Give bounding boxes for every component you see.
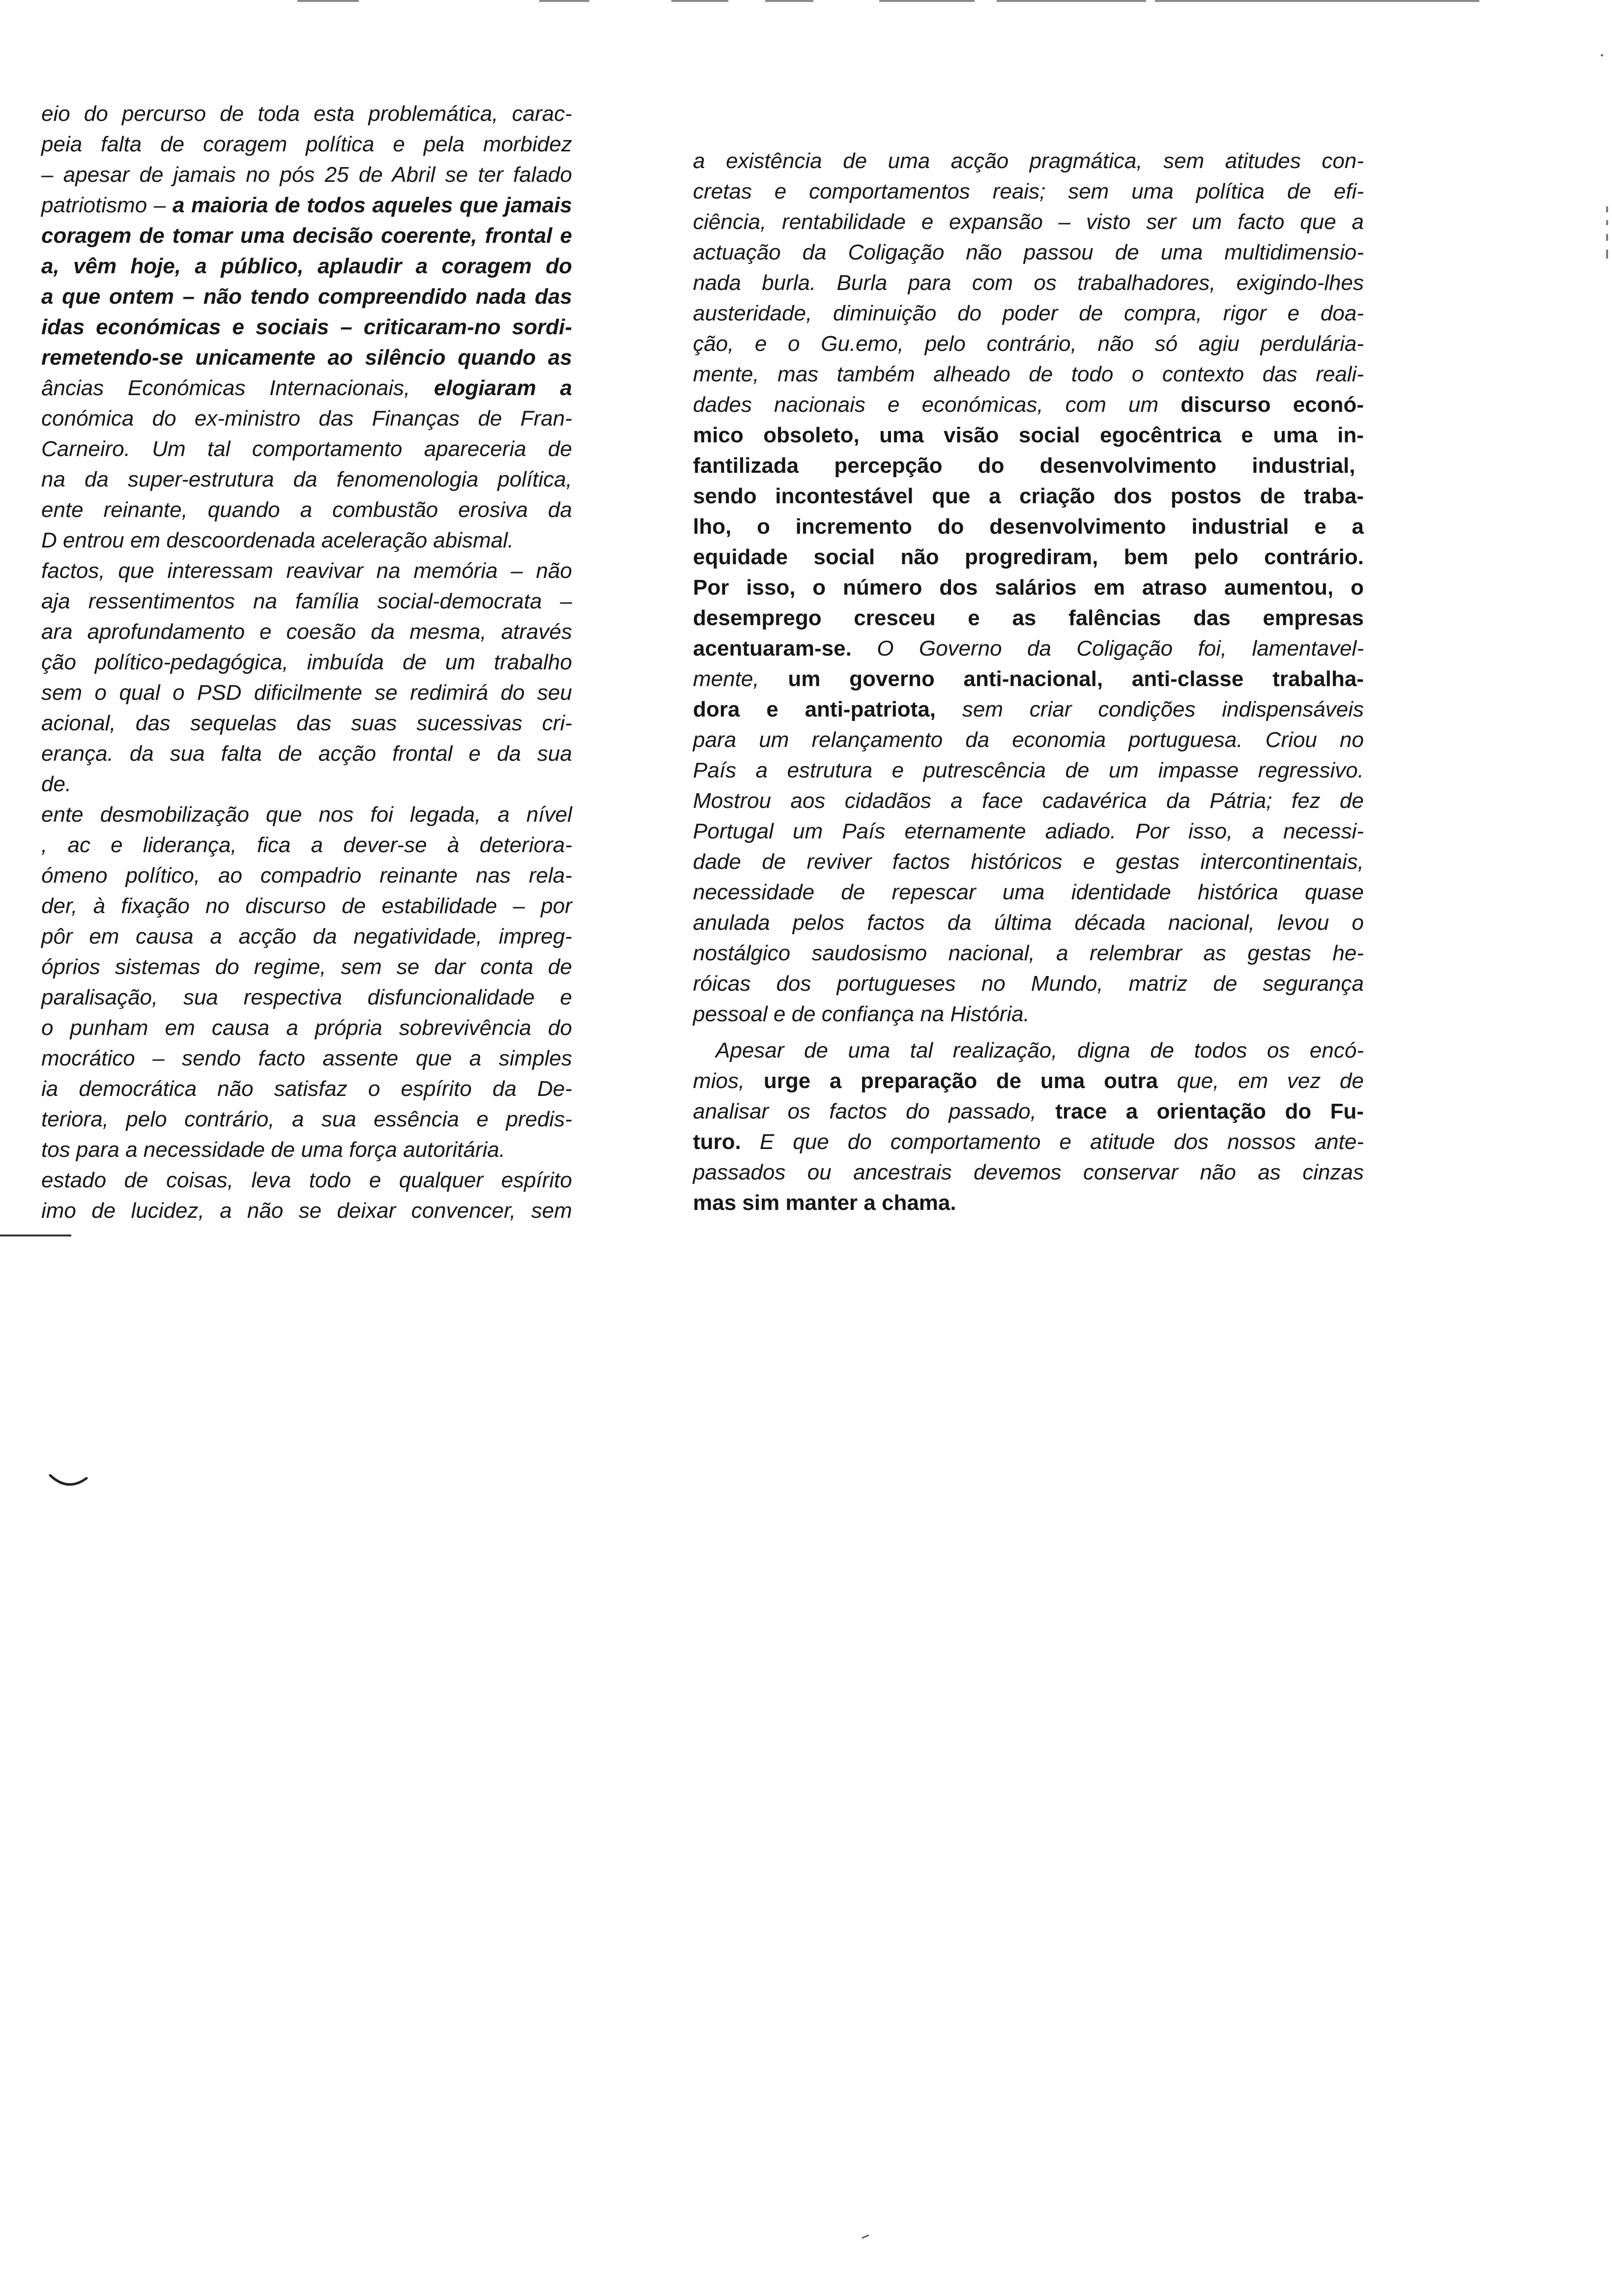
line-text bbox=[41, 254, 572, 278]
scan-edge-mark bbox=[1155, 0, 1479, 2]
text-line bbox=[41, 769, 572, 800]
text-line bbox=[41, 129, 572, 160]
text-segment: o punham em causa a própria sobrevivência do bbox=[41, 1016, 572, 1040]
line-text bbox=[693, 301, 1364, 325]
text-line bbox=[41, 1074, 572, 1104]
line-text bbox=[41, 803, 572, 827]
scan-edge-mark bbox=[539, 0, 589, 2]
text-line bbox=[41, 1043, 572, 1074]
text-segment: um governo anti-nacional, anti-classe trabalha- bbox=[788, 667, 1364, 691]
text-line bbox=[693, 786, 1364, 816]
text-segment: anulada pelos factos da última década nacional, levou o bbox=[693, 911, 1364, 935]
line-text bbox=[693, 149, 1364, 173]
text-line bbox=[41, 525, 572, 556]
line-text bbox=[693, 515, 1364, 539]
text-segment: sem criar condições indispensáveis bbox=[936, 697, 1364, 721]
text-line bbox=[693, 359, 1364, 390]
text-line bbox=[41, 708, 572, 739]
line-text bbox=[693, 972, 1364, 996]
line-text bbox=[41, 132, 572, 156]
text-segment: óprios sistemas do regime, sem se dar conta de bbox=[41, 955, 572, 979]
text-line bbox=[693, 1127, 1364, 1157]
text-segment: ómeno político, ao compadrio reinante nas rela- bbox=[41, 863, 572, 888]
line-text bbox=[693, 240, 1364, 264]
text-segment: pôr em causa a acção da negatividade, impreg- bbox=[41, 924, 572, 948]
line-text bbox=[41, 1107, 572, 1131]
text-segment: patriotismo – bbox=[41, 193, 173, 217]
text-segment: a existência de uma acção pragmática, sem atitudes con- bbox=[693, 149, 1364, 173]
text-line bbox=[693, 420, 1364, 451]
line-text bbox=[693, 393, 1364, 417]
line-text bbox=[693, 484, 1364, 508]
text-line bbox=[41, 586, 572, 617]
text-segment: ciência, rentabilidade e expansão – visto ser um facto que a bbox=[693, 210, 1364, 234]
text-line bbox=[41, 800, 572, 830]
line-text bbox=[41, 1168, 572, 1192]
line-text bbox=[41, 620, 572, 644]
scan-edge-mark bbox=[879, 0, 975, 2]
paragraph bbox=[693, 146, 1364, 1030]
text-segment: mios, bbox=[693, 1069, 764, 1093]
text-segment: róicas dos portugueses no Mundo, matriz de segurança bbox=[693, 972, 1364, 996]
left-column bbox=[41, 99, 572, 1226]
text-line bbox=[693, 1188, 1364, 1218]
text-segment: tos para a necessidade de uma força autoritária. bbox=[41, 1138, 506, 1162]
text-line bbox=[693, 268, 1364, 298]
text-line bbox=[41, 190, 572, 221]
line-text bbox=[41, 1016, 572, 1040]
line-text bbox=[693, 1002, 1030, 1026]
text-line bbox=[693, 1066, 1364, 1096]
text-line bbox=[41, 434, 572, 464]
text-segment: O Governo da Coligação foi, lamentavel- bbox=[851, 636, 1364, 660]
text-segment: trace a orientação do Fu- bbox=[1055, 1099, 1364, 1123]
text-line bbox=[693, 725, 1364, 755]
text-segment: necessidade de repescar uma identidade histórica quase bbox=[693, 880, 1364, 904]
text-line bbox=[41, 1104, 572, 1135]
line-text bbox=[41, 681, 572, 705]
text-line bbox=[41, 343, 572, 373]
text-segment: der, à fixação no discurso de estabilidade – por bbox=[41, 894, 572, 918]
line-text bbox=[693, 758, 1364, 782]
text-line bbox=[41, 678, 572, 708]
text-line bbox=[41, 312, 572, 343]
column-end-rule bbox=[0, 1234, 71, 1236]
line-text bbox=[41, 985, 572, 1009]
text-line bbox=[41, 952, 572, 982]
text-line bbox=[41, 1135, 572, 1165]
text-segment: actuação da Coligação não passou de uma multidimensio- bbox=[693, 240, 1364, 264]
line-text bbox=[693, 179, 1364, 203]
text-line bbox=[41, 403, 572, 434]
text-line bbox=[41, 1165, 572, 1196]
text-segment: coragem de tomar uma decisão coerente, frontal e bbox=[41, 224, 572, 248]
line-text bbox=[693, 362, 1364, 386]
line-text bbox=[693, 636, 1364, 660]
text-segment: desemprego cresceu e as falências das empresas bbox=[693, 606, 1364, 630]
text-segment: Por isso, o número dos salários em atraso aumentou, o bbox=[693, 575, 1364, 600]
text-segment: Portugal um País eternamente adiado. Por isso, a necessi- bbox=[693, 819, 1364, 843]
text-segment: Carneiro. Um tal comportamento apareceria de bbox=[41, 437, 572, 461]
line-text bbox=[41, 955, 572, 979]
text-line bbox=[41, 251, 572, 282]
text-segment: acentuaram-se. bbox=[693, 636, 852, 660]
text-line bbox=[41, 982, 572, 1013]
text-segment: elogiaram a bbox=[434, 376, 572, 400]
text-segment: acional, das sequelas das suas sucessivas cri- bbox=[41, 711, 572, 735]
scan-edge-mark bbox=[297, 0, 359, 2]
text-segment: nada burla. Burla para com os trabalhadores, exigindo-lhes bbox=[693, 271, 1364, 295]
line-text bbox=[41, 742, 572, 766]
line-text bbox=[41, 437, 572, 461]
text-segment: turo. bbox=[693, 1130, 741, 1154]
text-segment: mas sim manter a chama. bbox=[693, 1191, 956, 1215]
text-segment: âncias Económicas Internacionais, bbox=[41, 376, 434, 400]
scan-edge-mark bbox=[1606, 234, 1608, 241]
text-segment: analisar os factos do passado, bbox=[693, 1099, 1056, 1123]
line-text bbox=[693, 423, 1364, 447]
line-text bbox=[41, 863, 572, 888]
text-segment: passados ou ancestrais devemos conservar não as cinzas bbox=[693, 1160, 1364, 1184]
text-line bbox=[693, 877, 1364, 908]
line-text bbox=[693, 210, 1364, 234]
text-segment: Apesar de uma tal realização, digna de todos os encó- bbox=[716, 1038, 1364, 1062]
line-text bbox=[693, 880, 1364, 904]
text-segment: dades nacionais e económicas, com um bbox=[693, 393, 1181, 417]
text-line bbox=[41, 647, 572, 678]
scan-edge-mark bbox=[1606, 220, 1608, 225]
text-line bbox=[693, 512, 1364, 542]
text-segment: equidade social não progrediram, bem pelo contrário. bbox=[693, 545, 1364, 569]
text-line bbox=[693, 298, 1364, 329]
text-segment: mente, mas também alheado de todo o contexto das reali- bbox=[693, 362, 1364, 386]
line-text bbox=[693, 454, 1355, 478]
text-segment: a que ontem – não tendo compreendido nada das bbox=[41, 285, 572, 309]
line-text bbox=[41, 102, 572, 126]
line-text bbox=[693, 1069, 1364, 1093]
scan-edge-mark bbox=[997, 0, 1146, 2]
text-line bbox=[693, 1096, 1364, 1127]
text-segment: idas económicas e sociais – criticaram-no sordi- bbox=[41, 315, 572, 339]
line-text bbox=[41, 163, 572, 187]
text-line bbox=[41, 221, 572, 251]
text-segment: para um relançamento da economia portuguesa. Criou no bbox=[693, 728, 1364, 752]
paragraph bbox=[693, 1035, 1364, 1218]
line-text bbox=[41, 1046, 572, 1070]
text-segment: aja ressentimentos na família social-democrata – bbox=[41, 589, 572, 613]
text-line bbox=[41, 891, 572, 921]
text-line bbox=[693, 603, 1364, 633]
text-segment: ção político-pedagógica, imbuída de um trabalho bbox=[41, 650, 572, 674]
text-line bbox=[693, 207, 1364, 237]
line-text bbox=[693, 789, 1364, 813]
line-text bbox=[41, 894, 572, 918]
text-segment: erança. da sua falta de acção frontal e da sua bbox=[41, 742, 572, 766]
text-line bbox=[693, 542, 1364, 573]
text-segment: lho, o incremento do desenvolvimento industrial e a bbox=[693, 515, 1364, 539]
text-segment: pessoal e de confiança na História. bbox=[693, 1002, 1030, 1026]
text-line bbox=[41, 282, 572, 312]
line-text bbox=[693, 1160, 1364, 1184]
text-line bbox=[41, 556, 572, 586]
line-text bbox=[693, 575, 1364, 600]
line-text bbox=[41, 1077, 572, 1101]
line-text bbox=[693, 1099, 1364, 1123]
text-line bbox=[693, 969, 1364, 999]
text-line bbox=[41, 617, 572, 647]
text-segment: factos, que interessam reavivar na memória – não bbox=[41, 559, 572, 583]
text-segment: eio do percurso de toda esta problemática, carac- bbox=[41, 102, 572, 126]
text-segment: ente desmobilização que nos foi legada, a nível bbox=[41, 803, 572, 827]
scan-smudge bbox=[48, 1471, 89, 1493]
line-text bbox=[41, 772, 71, 796]
line-text bbox=[693, 697, 1364, 721]
text-line bbox=[693, 847, 1364, 877]
line-text bbox=[41, 376, 572, 400]
text-segment: discurso econó- bbox=[1180, 393, 1364, 417]
text-line bbox=[693, 573, 1364, 603]
line-text bbox=[41, 833, 572, 857]
text-segment: peia falta de coragem política e pela morbidez bbox=[41, 132, 572, 156]
text-line bbox=[41, 830, 572, 861]
text-segment: cretas e comportamentos reais; sem uma política de efi- bbox=[693, 179, 1364, 203]
text-segment: mente, bbox=[693, 667, 788, 691]
text-segment: ção, e o Gu.emo, pelo contrário, não só agiu perdulária- bbox=[693, 332, 1364, 356]
scan-edge-mark bbox=[1606, 206, 1608, 212]
text-segment: de. bbox=[41, 772, 72, 796]
scan-edge-mark bbox=[1606, 250, 1608, 258]
text-segment: mocrático – sendo facto assente que a simples bbox=[41, 1046, 572, 1070]
line-text bbox=[41, 315, 572, 339]
text-segment: remetendo-se unicamente ao silêncio quando as bbox=[41, 345, 572, 370]
text-segment: a, vêm hoje, a público, aplaudir a coragem do bbox=[41, 254, 572, 278]
line-text bbox=[41, 711, 572, 735]
paragraph bbox=[41, 1165, 572, 1226]
text-segment: sendo incontestável que a criação dos postos de traba- bbox=[693, 484, 1364, 508]
line-text bbox=[41, 589, 572, 613]
right-column bbox=[693, 146, 1364, 1218]
text-line bbox=[693, 329, 1364, 359]
text-segment: urge a preparação de uma outra bbox=[763, 1069, 1158, 1093]
text-segment: mico obsoleto, uma visão social egocêntrica e uma in- bbox=[693, 423, 1364, 447]
line-text bbox=[41, 1199, 572, 1223]
text-line bbox=[693, 664, 1364, 694]
text-segment: estado de coisas, leva todo e qualquer espírito bbox=[41, 1168, 572, 1192]
text-line bbox=[693, 176, 1364, 207]
text-segment: imo de lucidez, a não se deixar convencer, sem bbox=[41, 1199, 572, 1223]
text-line bbox=[41, 921, 572, 952]
line-text bbox=[693, 941, 1364, 965]
line-text bbox=[693, 1191, 956, 1215]
text-segment: conómica do ex-ministro das Finanças de Fran- bbox=[41, 406, 572, 430]
text-segment: E que do comportamento e atitude dos nossos ante- bbox=[741, 1130, 1364, 1154]
text-segment: teriora, pelo contrário, a sua essência e predis- bbox=[41, 1107, 572, 1131]
text-line bbox=[693, 633, 1364, 664]
text-segment: dora e anti-patriota, bbox=[693, 697, 936, 721]
text-segment: Mostrou aos cidadãos a face cadavérica da Pátria; fez de bbox=[693, 789, 1364, 813]
line-text bbox=[41, 1138, 505, 1162]
text-line bbox=[693, 390, 1364, 420]
text-line bbox=[693, 1035, 1364, 1066]
text-segment: País a estrutura e putrescência de um impasse regressivo. bbox=[693, 758, 1364, 782]
text-line bbox=[41, 861, 572, 891]
text-segment: , ac e liderança, fica a dever-se à deteriora- bbox=[41, 833, 572, 857]
line-text bbox=[41, 559, 572, 583]
text-line bbox=[693, 816, 1364, 847]
line-text bbox=[693, 332, 1364, 356]
line-text bbox=[716, 1038, 1364, 1062]
text-line bbox=[693, 1157, 1364, 1188]
text-segment: dade de reviver factos históricos e gestas intercontinentais, bbox=[693, 850, 1364, 874]
text-line bbox=[693, 755, 1364, 786]
text-line bbox=[41, 1196, 572, 1226]
text-segment: austeridade, diminuição do poder de compra, rigor e doa- bbox=[693, 301, 1364, 325]
text-segment: que, em vez de bbox=[1158, 1069, 1364, 1093]
line-text bbox=[41, 345, 572, 370]
text-line bbox=[41, 99, 572, 129]
text-line bbox=[693, 908, 1364, 938]
line-text bbox=[693, 728, 1364, 752]
scan-speck bbox=[861, 2233, 871, 2240]
text-segment: fantilizada percepção do desenvolvimento industrial, bbox=[693, 454, 1355, 478]
line-text bbox=[41, 650, 572, 674]
line-text bbox=[41, 924, 572, 948]
text-segment: sem o qual o PSD dificilmente se redimirá do seu bbox=[41, 681, 572, 705]
line-text bbox=[41, 285, 572, 309]
text-line bbox=[693, 451, 1364, 481]
line-text bbox=[41, 498, 572, 522]
text-segment: paralisação, sua respectiva disfuncionalidade e bbox=[41, 985, 572, 1009]
text-segment: nostálgico saudosismo nacional, a relembrar as gestas he- bbox=[693, 941, 1364, 965]
line-text bbox=[693, 271, 1364, 295]
text-segment: ente reinante, quando a combustão erosiva da bbox=[41, 498, 572, 522]
line-text bbox=[41, 406, 572, 430]
text-line bbox=[693, 237, 1364, 268]
text-segment: a maioria de todos aqueles que jamais bbox=[172, 193, 572, 217]
line-text bbox=[693, 1130, 1364, 1154]
line-text bbox=[693, 850, 1364, 874]
line-text bbox=[693, 911, 1364, 935]
text-segment: ara aprofundamento e coesão da mesma, através bbox=[41, 620, 572, 644]
line-text bbox=[693, 606, 1364, 630]
text-line bbox=[693, 938, 1364, 969]
text-segment: D entrou em descoordenada aceleração abismal. bbox=[41, 528, 514, 552]
line-text bbox=[41, 224, 572, 248]
paragraph bbox=[41, 556, 572, 800]
line-text bbox=[41, 193, 572, 217]
text-line bbox=[41, 495, 572, 525]
text-line bbox=[693, 694, 1364, 725]
text-line bbox=[41, 739, 572, 769]
paragraph bbox=[41, 800, 572, 1165]
line-text bbox=[41, 467, 572, 491]
text-line bbox=[693, 146, 1364, 176]
text-line bbox=[693, 999, 1364, 1030]
text-segment: – apesar de jamais no pós 25 de Abril se ter falado bbox=[41, 163, 572, 187]
scan-edge-mark bbox=[671, 0, 728, 2]
text-line bbox=[693, 481, 1364, 512]
text-line bbox=[41, 464, 572, 495]
text-segment: na da super-estrutura da fenomenologia política, bbox=[41, 467, 572, 491]
scan-edge-mark bbox=[765, 0, 813, 2]
text-line bbox=[41, 160, 572, 190]
line-text bbox=[693, 819, 1364, 843]
text-line bbox=[41, 373, 572, 403]
text-line bbox=[41, 1013, 572, 1043]
line-text bbox=[693, 667, 1364, 691]
scan-speck bbox=[1601, 54, 1603, 57]
paragraph bbox=[41, 99, 572, 556]
line-text bbox=[693, 545, 1364, 569]
line-text bbox=[41, 528, 514, 552]
text-segment: ia democrática não satisfaz o espírito da De- bbox=[41, 1077, 572, 1101]
